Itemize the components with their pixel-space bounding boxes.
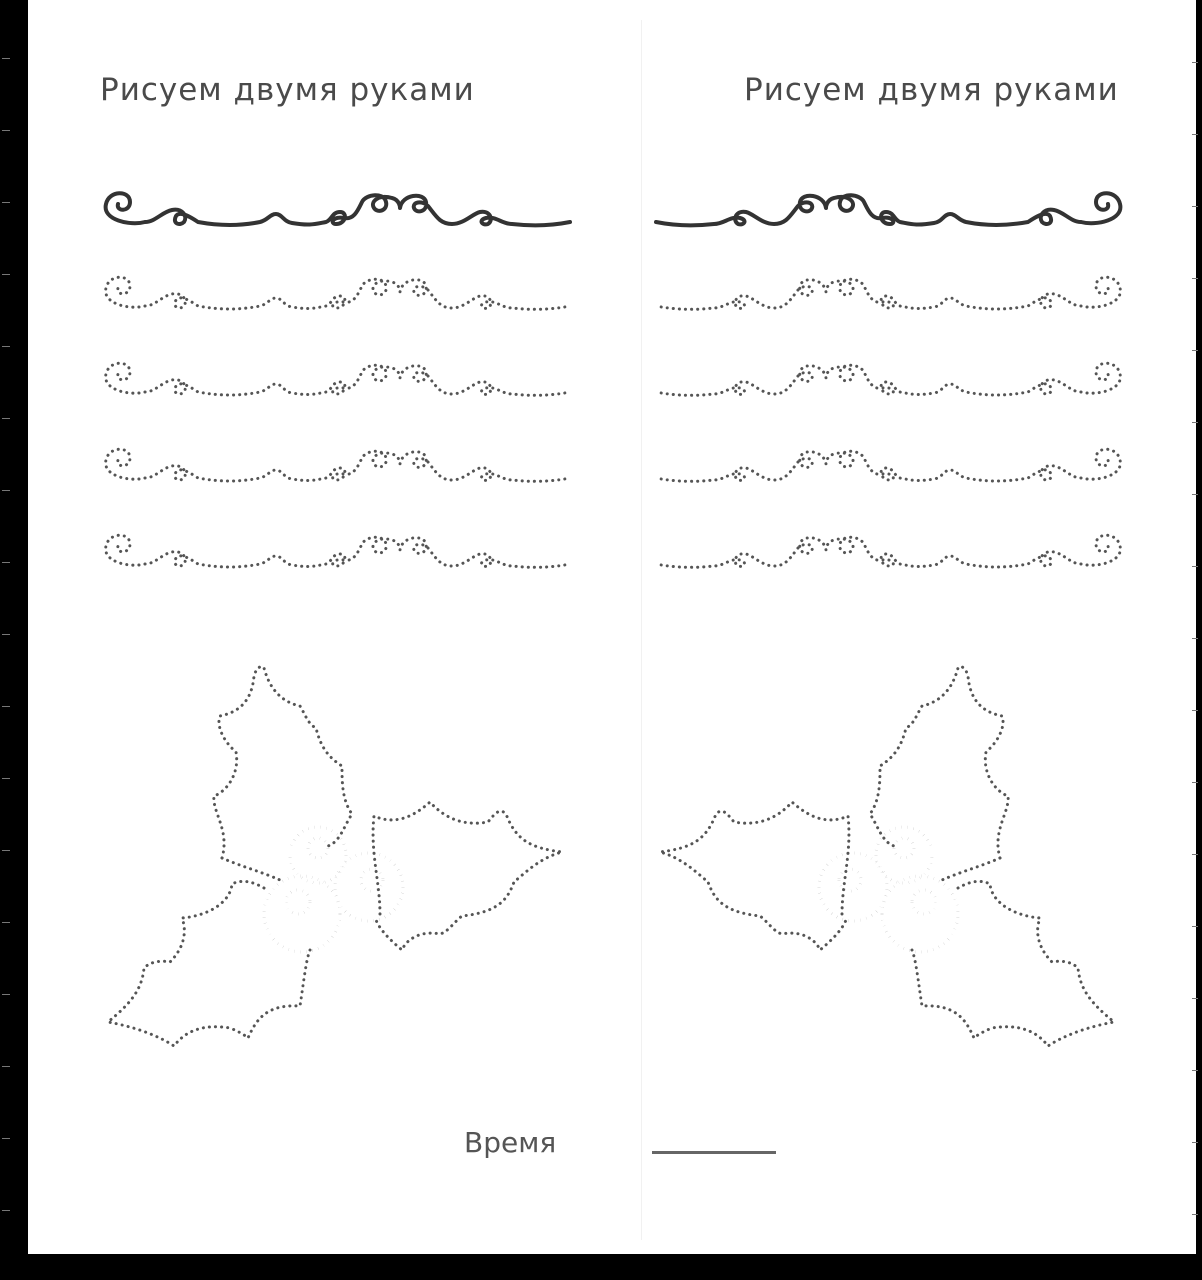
pattern-row-dotted-right-4 [656,535,1120,567]
pattern-row-solid-left [106,193,570,225]
pattern-row-dotted-left-4 [106,535,570,567]
page-title-right: Рисуем двумя руками [744,72,1119,108]
pattern-row-dotted-right-3 [656,449,1120,481]
left-column-patterns [106,193,570,567]
pattern-row-dotted-right-2 [656,363,1120,395]
holly-leaves-left [108,666,562,1046]
pattern-row-dotted-left-3 [106,449,570,481]
page-title-left: Рисуем двумя руками [100,72,475,108]
holly-leaves-right [660,666,1114,1046]
pattern-row-dotted-left-2 [106,363,570,395]
right-column-patterns [656,193,1120,567]
pattern-row-dotted-left-1 [106,277,570,309]
time-answer-line[interactable] [652,1151,776,1154]
pattern-row-dotted-right-1 [656,277,1120,309]
time-label: Время [464,1126,557,1159]
pattern-row-solid-right [656,193,1120,225]
